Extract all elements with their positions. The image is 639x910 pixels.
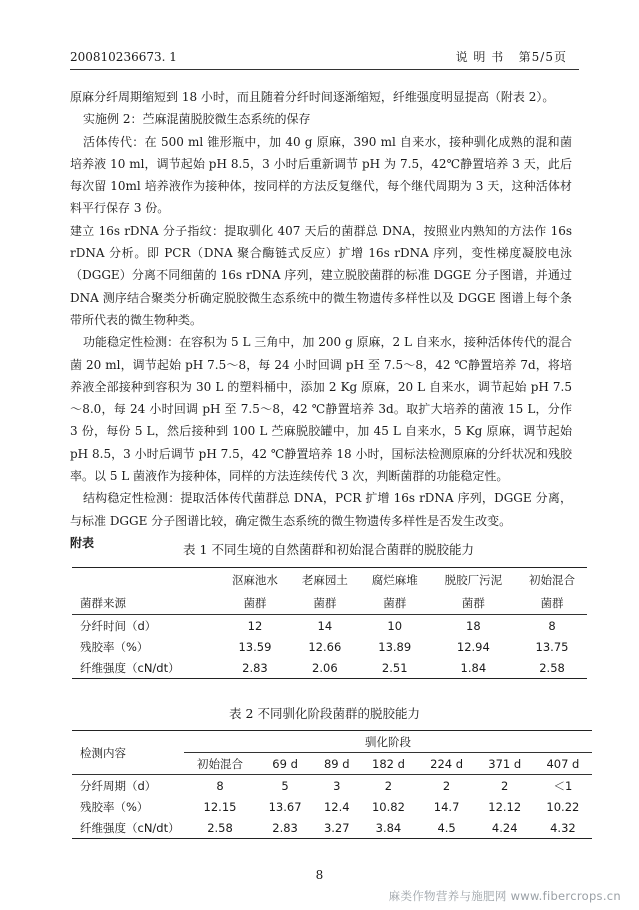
table2-item-label: 检测内容 <box>72 731 184 775</box>
table1-col-header: 菌群 <box>290 591 360 615</box>
table-cell: 3.27 <box>323 820 350 835</box>
appendix-heading: 附表 <box>70 535 95 550</box>
row-label: 残胶率（%） <box>80 639 149 654</box>
table-cell: 8 <box>548 618 556 633</box>
table2-stage: 371 d <box>476 753 534 775</box>
table1-col-header: 老麻园土 <box>301 572 348 587</box>
table-cell: 13.75 <box>535 639 569 654</box>
table1-col-header: 菌群 <box>220 591 290 615</box>
row-label: 残胶率（%） <box>80 799 149 814</box>
table-cell: 13.67 <box>268 799 302 814</box>
table-cell: 12.94 <box>456 639 490 654</box>
application-number: 200810236673. 1 <box>70 50 177 64</box>
table1-col-header: 脱胶厂污泥 <box>444 572 503 587</box>
table1-col-header: 菌群 <box>517 591 587 615</box>
table1-col-header: 菌群 <box>430 591 517 615</box>
table-row <box>72 636 587 657</box>
table1-header-row <box>72 568 587 592</box>
paragraph: 原麻分纤周期缩短到 18 小时，而且随着分纤时间逐渐缩短，纤维强度明显提高（附表 2）。 <box>70 90 555 104</box>
paragraph: 结构稳定性检测：提取活体传代菌群总 DNA，PCR 扩增 16s rDNA 序列，DGGE 分离，与标准 DGGE 分子图谱比较，确定微生态系统的微生物遗传多样性是否发生改变。 <box>70 491 572 528</box>
table2-stage: 89 d <box>314 753 359 775</box>
table-row <box>72 775 592 797</box>
site-watermark: 麻类作物营养与施肥网 www.fibercrops.cn <box>388 889 621 903</box>
paragraph: 活体传代：在 500 ml 锥形瓶中，加 40 g 原麻，390 ml 自来水，接种驯化成熟的混和菌培养液 10 ml，调节起始 pH 8.5，3 小时后重新调节 pH 为 7.5，42℃静置培养 3 天，此后每次留 10ml 培养液作为接种体，按同样的方法反复继代，每个继代周期为 3 天，这种活体材料平行保存 3 份。 <box>70 134 572 216</box>
table-cell: 2.83 <box>272 820 298 835</box>
table-cell: 2.51 <box>381 660 408 675</box>
table-cell: 10.82 <box>371 799 405 814</box>
table-cell: 13.59 <box>238 639 272 654</box>
table2-header-row <box>72 731 592 753</box>
table-cell: 8 <box>216 778 224 793</box>
row-label: 纤维强度（cN/dt） <box>80 660 180 675</box>
table2-stage: 182 d <box>359 753 417 775</box>
table-cell: 13.89 <box>378 639 412 654</box>
table-cell: 1.84 <box>460 660 487 675</box>
header-right <box>456 50 567 64</box>
table-cell: 10.22 <box>546 799 580 814</box>
table-row <box>72 657 587 679</box>
table1-caption: 表 1 不同生境的自然菌群和初始混合菌群的脱胶能力 <box>183 542 474 557</box>
section-heading: 实施例 2：苎麻混菌脱胶微生态系统的保存 <box>83 112 311 127</box>
table1-col-header: 初始混合 <box>529 572 576 587</box>
table2-stage: 224 d <box>418 753 476 775</box>
table-cell: 2 <box>384 778 393 793</box>
table1-header-row <box>72 591 587 615</box>
table2-caption: 表 2 不同驯化阶段菌群的脱胶能力 <box>229 706 420 721</box>
row-label: 分纤时间（d） <box>80 618 157 633</box>
paragraph: 建立 16s rDNA 分子指纹：提取驯化 407 天后的菌群总 DNA，按照业内熟知的方法作 16s rDNA 分析。即 PCR（DNA 聚合酶链式反应）扩增 16s rDNA 序列，变性梯度凝胶电泳（DGGE）分离不同细菌的 16s rDNA 序列，建立脱胶菌群的标准 DGGE 分子图谱，并通过 DNA 测序结合聚类分析确定脱胶微生态系统中的微生物遗传多样性以及 DGGE 图谱上每个条带所代表的微生物种类。 <box>70 223 572 327</box>
row-label: 纤维强度（cN/dt） <box>80 820 180 835</box>
table-cell: 4.32 <box>550 820 576 835</box>
table-cell: 2.06 <box>312 660 338 675</box>
table-cell: 12.66 <box>308 639 342 654</box>
table-cell: 4.5 <box>437 820 456 835</box>
table-cell: 2.83 <box>242 660 268 675</box>
table-cell: 14 <box>317 618 333 633</box>
table2-stage: 407 d <box>534 753 592 775</box>
table1-col-header: 菌群 <box>360 591 430 615</box>
table1-col-header: 沤麻池水 <box>231 572 278 587</box>
table-cell: 3 <box>333 778 341 793</box>
table-cell: 2.58 <box>207 820 233 835</box>
table1 <box>72 567 587 679</box>
table-cell: 4.24 <box>491 820 518 835</box>
page-info: 第5/5页 <box>518 50 567 64</box>
page-number: 8 <box>315 868 324 882</box>
table-cell: 5 <box>281 778 289 793</box>
paragraph: 功能稳定性检测：在容积为 5 L 三角中，加 200 g 原麻，2 L 自来水，接种活体传代的混合菌 20 ml，调节起始 pH 7.5～8，每 24 小时回调 pH 至 7.5～8，42 ℃静置培养 7d，将培养液全部接种到容积为 30 L 的塑料桶中，添加 2 Kg 原麻，20 L 自来水，调节起始 pH 7.5～8.0，每 24 小时回调 pH 至 7.5～8，42 ℃静置培养 3d。取扩大培养的菌液 15 L，分作 3 份，每份 5 L，然后接种到 100 L 苎麻脱胶罐中，加 45 L 自来水，5 Kg 原麻，调节起始 pH 8.5，3 小时后调节 pH 7.5，42 ℃静置培养 18 小时，国标法检测原麻的分纤状况和残胶率。以 5 L 菌液作为接种体，同样的方法连续传代 3 次，判断菌群的功能稳定性。 <box>70 335 572 484</box>
table-cell: 18 <box>466 618 481 633</box>
table-row <box>72 615 587 637</box>
body-text <box>70 86 572 554</box>
table2-stage: 初始混合 <box>184 753 256 775</box>
table-cell: 12.12 <box>488 799 522 814</box>
table1-corner <box>72 568 220 592</box>
table2 <box>72 730 592 839</box>
row-label: 分纤周期（d） <box>80 778 157 793</box>
header-rule <box>70 69 579 70</box>
table-cell: 12 <box>247 618 263 633</box>
document-type-label: 说 明 书 <box>455 50 505 64</box>
table-cell: 12.15 <box>203 799 237 814</box>
table-cell: 14.7 <box>433 799 460 814</box>
table-cell: 2 <box>501 778 509 793</box>
table-row <box>72 796 592 817</box>
table-cell: ＜1 <box>553 778 573 793</box>
table-row <box>72 817 592 839</box>
table1-col-header: 腐烂麻堆 <box>371 572 418 587</box>
table2-stage: 69 d <box>256 753 314 775</box>
table-cell: 12.4 <box>323 799 350 814</box>
table1-source-label: 菌群来源 <box>72 591 220 615</box>
table-cell: 3.84 <box>375 820 402 835</box>
table2-group-label: 驯化阶段 <box>184 731 592 753</box>
table-cell: 2 <box>442 778 451 793</box>
table-cell: 10 <box>387 618 403 633</box>
table-cell: 2.58 <box>539 660 565 675</box>
